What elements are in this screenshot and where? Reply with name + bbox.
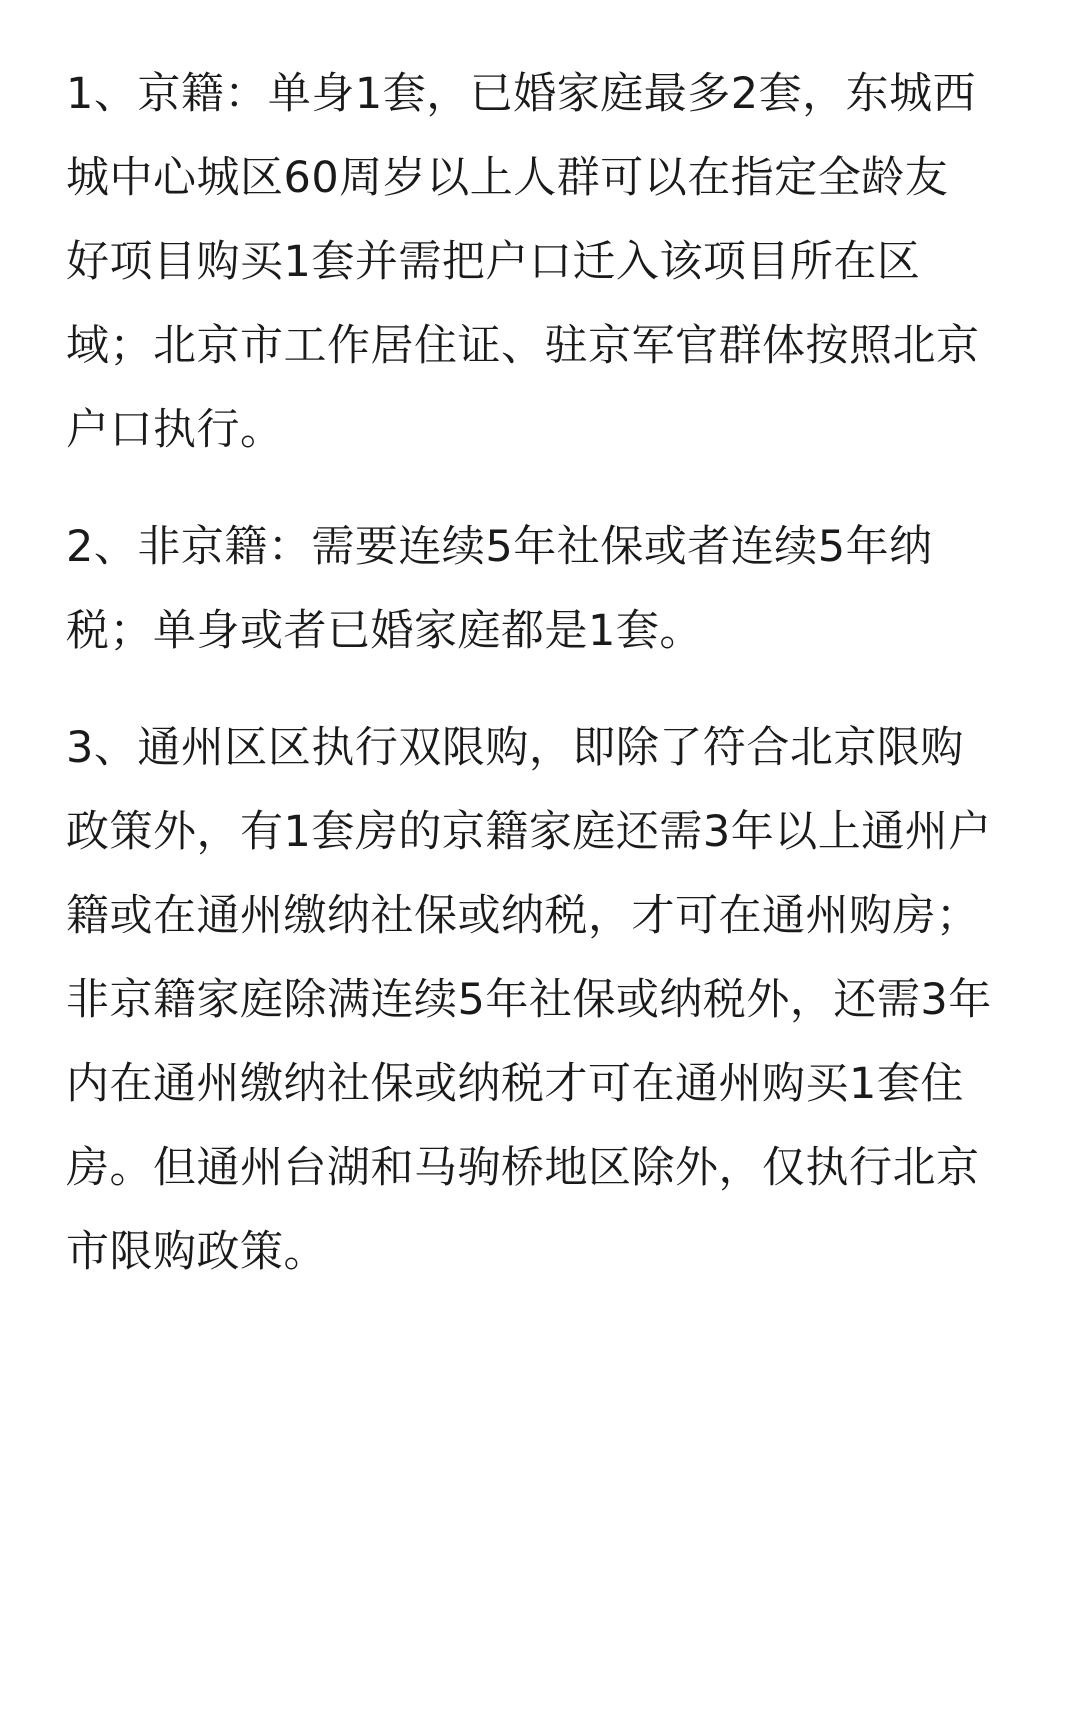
paragraph-line: 户口执行。 [66,405,284,455]
paragraph-line: 市限购政策。 [66,1227,327,1277]
paragraph-line: 籍或在通州缴纳社保或纳税，才可在通州购房； [66,891,980,941]
paragraph-line: 非京籍家庭除满连续5年社保或纳税外，还需3年 [66,975,992,1025]
paragraph-line: 好项目购买1套并需把户口迁入该项目所在区 [66,237,921,287]
paragraph-line: 房。但通州台湖和马驹桥地区除外，仅执行北京 [66,1143,980,1193]
paragraph-line: 3、通州区区执行双限购，即除了符合北京限购 [66,723,964,773]
paragraph-line: 1、京籍：单身1套，已婚家庭最多2套，东城西 [66,69,977,119]
paragraph-line: 内在通州缴纳社保或纳税才可在通州购买1套住 [66,1059,964,1109]
paragraph-line: 2、非京籍：需要连续5年社保或者连续5年纳 [66,522,933,572]
paragraph-beijing-hukou [66,52,1016,472]
article-body [66,52,1016,1294]
paragraph-line: 税；单身或者已婚家庭都是1套。 [66,606,703,656]
paragraph-line: 域；北京市工作居住证、驻京军官群体按照北京 [66,321,980,371]
paragraph-non-beijing-hukou [66,505,1016,673]
paragraph-line: 城中心城区60周岁以上人群可以在指定全龄友 [66,153,949,203]
paragraph-tongzhou-district [66,706,1016,1294]
paragraph-line: 政策外，有1套房的京籍家庭还需3年以上通州户 [66,807,992,857]
